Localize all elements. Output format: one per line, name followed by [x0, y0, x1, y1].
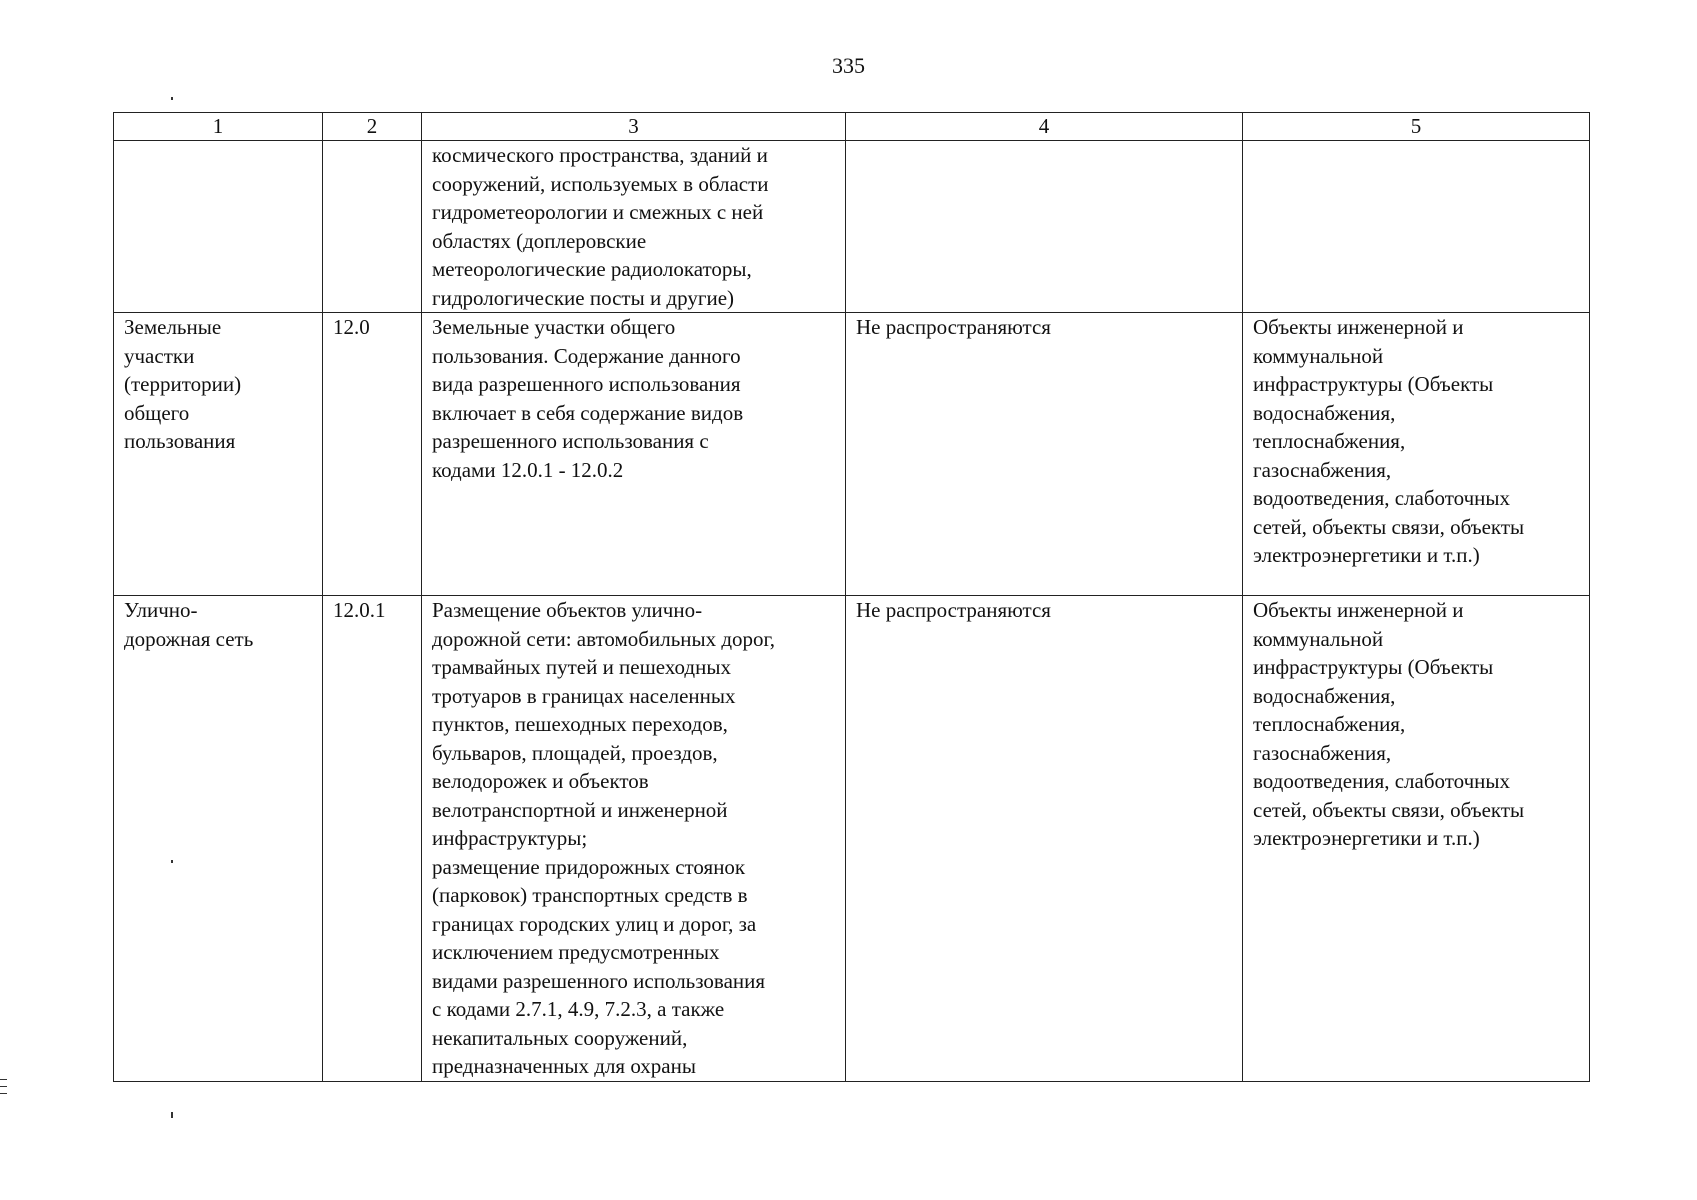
- column-header-2: 2: [323, 113, 422, 141]
- scan-speck: [171, 860, 173, 863]
- column-header-1: 1: [114, 113, 323, 141]
- description-cell: космического пространства, зданий и сооружений, используемых в области гидрометеорологии и смежных с ней областях (доплеровские метеорологические радиолокаторы, гидрологические посты и другие): [422, 141, 846, 313]
- scan-speck: [0, 1093, 7, 1094]
- description-cell: Земельные участки общего пользования. Содержание данного вида разрешенного использования включает в себя содержание видов разрешенного использования с кодами 12.0.1 - 12.0.2: [422, 313, 846, 596]
- code-cell: [323, 141, 422, 313]
- column-4-cell: Не распространяются: [846, 313, 1243, 596]
- scan-speck: [171, 1112, 173, 1118]
- code-cell: 12.0: [323, 313, 422, 596]
- name-cell: [114, 141, 323, 313]
- column-5-cell: Объекты инженерной и коммунальной инфраструктуры (Объекты водоснабжения, теплоснабжения, газоснабжения, водоотведения, слаботочных сетей, объекты связи, объекты электроэнергетики и т.п.): [1243, 596, 1590, 1082]
- column-5-cell: Объекты инженерной и коммунальной инфраструктуры (Объекты водоснабжения, теплоснабжения, газоснабжения, водоотведения, слаботочных сетей, объекты связи, объекты электроэнергетики и т.п.): [1243, 313, 1590, 596]
- scan-speck: [0, 1079, 7, 1080]
- column-header-3: 3: [422, 113, 846, 141]
- column-4-cell: Не распространяются: [846, 596, 1243, 1082]
- table-row: [114, 596, 1590, 1082]
- column-header-5: 5: [1243, 113, 1590, 141]
- scan-speck: [171, 97, 173, 100]
- land-use-table: [113, 112, 1590, 1082]
- name-cell: Земельные участки (территории) общего пользования: [114, 313, 323, 596]
- table-row: [114, 141, 1590, 313]
- page-number: 335: [832, 53, 865, 78]
- column-header-4: 4: [846, 113, 1243, 141]
- code-cell: 12.0.1: [323, 596, 422, 1082]
- table-row: [114, 313, 1590, 596]
- scan-speck: [0, 1086, 7, 1087]
- column-4-cell: [846, 141, 1243, 313]
- table-header-row: [114, 113, 1590, 141]
- column-5-cell: [1243, 141, 1590, 313]
- name-cell: Улично- дорожная сеть: [114, 596, 323, 1082]
- description-cell: Размещение объектов улично- дорожной сети: автомобильных дорог, трамвайных путей и пешеходных тротуаров в границах населенных пунктов, пешеходных переходов, бульваров, площадей, проездов, велодорожек и объектов велотранспортной и инженерной инфраструктуры; размещение придорожных стоянок (парковок) транспортных средств в границах городских улиц и дорог, за исключением предусмотренных видами разрешенного использования с кодами 2.7.1, 4.9, 7.2.3, а также некапитальных сооружений, предназначенных для охраны: [422, 596, 846, 1082]
